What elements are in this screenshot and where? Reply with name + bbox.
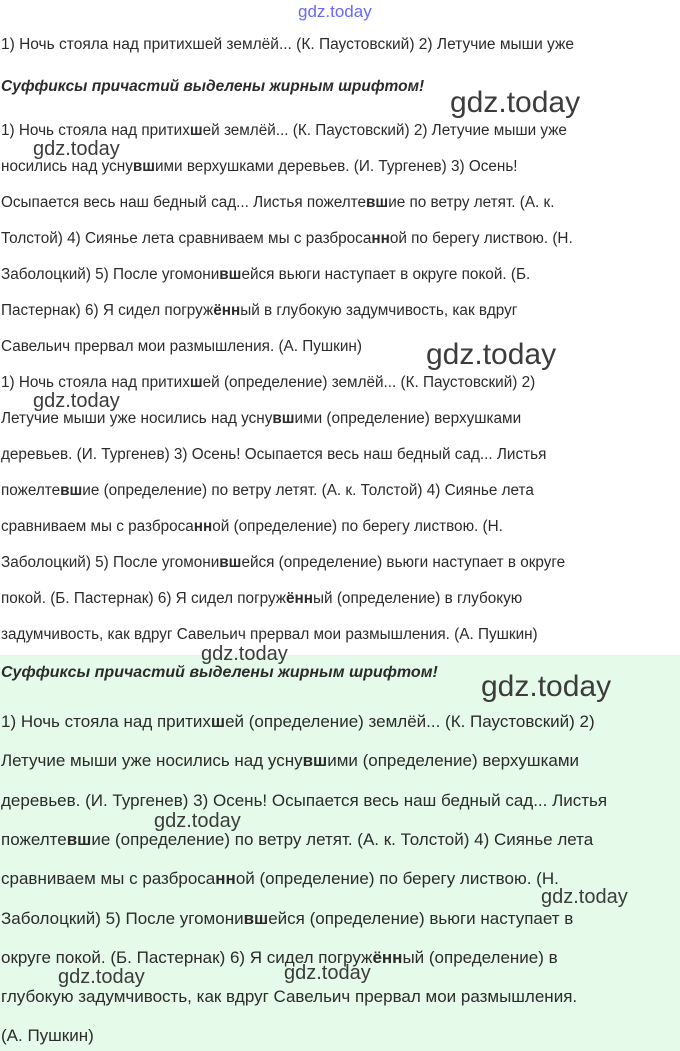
text-run: задумчивость, как вдруг Савельич прервал мои размышления. (А. Пушкин) [1, 626, 538, 643]
text-line [1, 302, 517, 320]
text-line [1, 554, 565, 572]
text-run: ой (определение) по берегу листвою. (Н. [235, 869, 559, 889]
participle-suffix: вш [66, 829, 92, 849]
text-run: Летучие мыши уже носились над усну [1, 410, 273, 427]
text-run: носились над усну [1, 158, 133, 175]
text-run: Осыпается весь наш бедный сад... Листья пожелте [1, 194, 367, 211]
text-run: 1) Ночь стояла над притих [1, 374, 190, 391]
watermark: gdz.today [201, 643, 288, 665]
watermark: gdz.today [541, 886, 628, 908]
participle-suffix: нн [371, 230, 390, 247]
watermark: gdz.today [426, 338, 557, 371]
text-line [1, 266, 530, 284]
text-run: Летучие мыши уже носились над усну [1, 751, 303, 771]
participle-suffix: вш [60, 482, 83, 499]
participle-suffix: ённ [286, 590, 314, 607]
text-run: ей (определение) землёй... (К. Паустовский) 2) [225, 712, 595, 731]
text-run: ейся (определение) вьюги наступает в [268, 908, 574, 928]
text-run: ый (определение) в [402, 947, 558, 967]
text-run: ый (определение) в глубокую [313, 590, 523, 607]
participle-suffix: ённ [372, 947, 403, 967]
text-run: деревьев. (И. Тургенев) 3) Осень! Осыпается весь наш бедный сад... Листья [1, 446, 547, 463]
text-run: ой (определение) по берегу листвою. (Н. [212, 518, 503, 535]
text-line [1, 194, 555, 212]
text-line [1, 751, 579, 771]
text-line [1, 791, 607, 811]
text-run: ие (определение) по ветру летят. (А. к. Толстой) 4) Сиянье лета [91, 829, 594, 849]
text-run: ие по ветру летят. (А. к. [388, 194, 555, 211]
participle-suffix: ш [189, 374, 203, 391]
text-run: Заболоцкий) 5) После угомони [1, 266, 220, 283]
text-line [1, 626, 538, 644]
text-run: ейся вьюги наступает в округе покой. (Б. [241, 266, 531, 283]
text-run: Толстой) 4) Сиянье лета сравниваем мы с разброса [1, 230, 372, 247]
text-line [1, 158, 518, 176]
text-run: сравниваем мы с разброса [1, 869, 216, 889]
text-line [1, 230, 573, 248]
text-run: покой. (Б. Пастернак) 6) Я сидел погруж [1, 590, 287, 607]
text-run: пожелте [1, 482, 61, 499]
text-run: 1) Ночь стояла над притих [1, 122, 190, 139]
text-run: глубокую задумчивость, как вдруг Савельич прервал мои размышления. [1, 987, 578, 1007]
text-line [1, 446, 546, 464]
watermark: gdz.today [33, 390, 120, 412]
heading-2: Суффиксы причастий выделены жирным шрифтом! [1, 664, 438, 681]
text-run: деревьев. (И. Тургенев) 3) Осень! Осыпается весь наш бедный сад... Листья [1, 790, 608, 810]
text-run: ей землёй... (К. Паустовский) 2) Летучие мыши уже [202, 122, 567, 139]
intro-line: 1) Ночь стояла над притихшей землёй... (К. Паустовский) 2) Летучие мыши уже [1, 36, 574, 53]
text-run: Заболоцкий) 5) После угомони [1, 554, 220, 571]
watermark-top: gdz.today [298, 2, 372, 21]
participle-suffix: ённ [213, 302, 241, 319]
watermark: gdz.today [450, 86, 581, 119]
text-line [1, 122, 567, 140]
text-run: пожелте [1, 829, 67, 849]
text-run: ейся (определение) вьюги наступает в округе [241, 554, 566, 571]
text-run: ими (определение) верхушками [294, 410, 522, 427]
text-line [1, 410, 521, 428]
participle-suffix: вш [272, 410, 295, 427]
watermark: gdz.today [58, 966, 145, 988]
text-line [1, 948, 558, 968]
text-line [1, 712, 595, 732]
text-run: округе покой. (Б. Пастернак) 6) Я сидел погруж [1, 947, 373, 967]
participle-suffix: вш [132, 158, 155, 175]
text-line [1, 482, 534, 500]
participle-suffix: нн [193, 518, 213, 535]
participle-suffix: вш [219, 266, 242, 283]
text-line [1, 909, 573, 929]
participle-suffix: вш [302, 751, 328, 771]
text-line [1, 869, 559, 889]
participle-suffix: вш [366, 194, 389, 211]
participle-suffix: ш [189, 122, 203, 139]
watermark: gdz.today [154, 810, 241, 832]
text-line [1, 830, 593, 850]
participle-suffix: нн [215, 869, 236, 889]
watermark: gdz.today [481, 670, 612, 703]
text-line [1, 987, 577, 1007]
text-line [1, 518, 503, 536]
text-line [1, 338, 362, 356]
text-run: ей (определение) землёй... (К. Паустовский) 2) [202, 374, 536, 391]
heading-1: Суффиксы причастий выделены жирным шрифтом! [1, 78, 425, 95]
participle-suffix: вш [219, 554, 242, 571]
text-run: Заболоцкий) 5) После угомони [1, 908, 244, 928]
text-run: Савельич прервал мои размышления. (А. Пушкин) [1, 338, 362, 355]
text-run: ый в глубокую задумчивость, как вдруг [240, 302, 518, 319]
watermark: gdz.today [33, 138, 120, 160]
watermark: gdz.today [284, 962, 371, 984]
text-line [1, 590, 522, 608]
text-run: Пастернак) 6) Я сидел погруж [1, 302, 214, 319]
text-run: 1) Ночь стояла над притих [1, 712, 211, 731]
participle-suffix: вш [243, 908, 269, 928]
text-run: сравниваем мы с разброса [1, 518, 194, 535]
text-run: ими верхушками деревьев. (И. Тургенев) 3) Осень! [155, 158, 518, 175]
participle-suffix: ш [210, 712, 226, 731]
text-run: ой по берегу листвою. (Н. [389, 230, 573, 247]
text-run: (А. Пушкин) [1, 1026, 94, 1046]
text-run: ими (определение) верхушками [327, 751, 580, 771]
text-line [1, 374, 535, 392]
text-line [1, 1026, 94, 1046]
text-run: ие (определение) по ветру летят. (А. к. Толстой) 4) Сиянье лета [82, 482, 534, 499]
